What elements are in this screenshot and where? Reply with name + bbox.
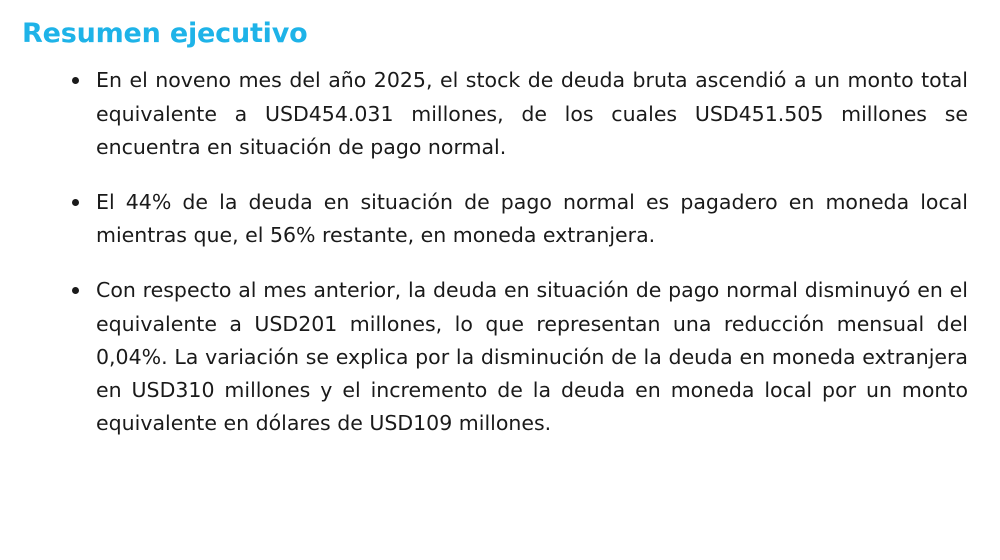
list-item-text: En el noveno mes del año 2025, el stock de deuda bruta ascendió a un monto total equivalente a USD454.031 millones, de los cuales USD451.505 millones se encuentra en situación de pago normal. bbox=[96, 68, 968, 159]
page-title: Resumen ejecutivo bbox=[22, 18, 308, 49]
executive-summary-bullet-list bbox=[22, 64, 978, 440]
list-item bbox=[22, 64, 978, 164]
list-item bbox=[22, 274, 978, 440]
bullet-point-icon bbox=[72, 287, 79, 294]
list-item bbox=[22, 186, 978, 252]
list-item-text: El 44% de la deuda en situación de pago normal es pagadero en moneda local mientras que, el 56% restante, en moneda extranjera. bbox=[96, 190, 968, 248]
bullet-point-icon bbox=[72, 77, 79, 84]
bullet-point-icon bbox=[72, 199, 79, 206]
list-item-text: Con respecto al mes anterior, la deuda en situación de pago normal disminuyó en el equivalente a USD201 millones, lo que representan una reducción mensual del 0,04%. La variación se explica por la disminución de la deuda en moneda extranjera en USD310 millones y el incremento de la deuda en moneda local por un monto equivalente en dólares de USD109 millones. bbox=[96, 278, 968, 436]
